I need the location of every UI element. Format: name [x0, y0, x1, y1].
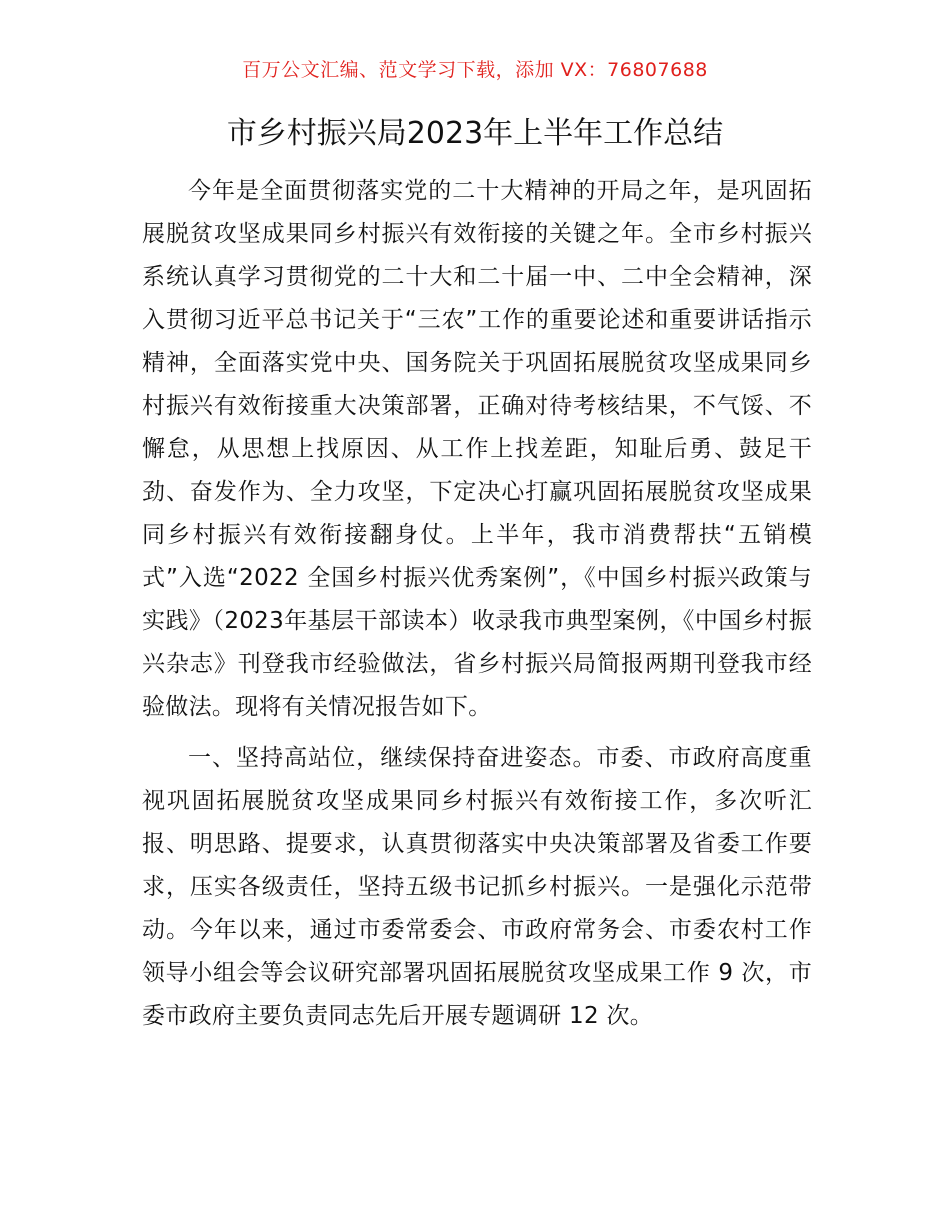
- paragraph-section-one: 一、坚持高站位，继续保持奋进姿态。市委、市政府高度重视巩固拓展脱贫攻坚成果同乡村振兴有效衔接工作，多次听汇报、明思路、提要求，认真贯彻落实中央决策部署及省委工作要求，压实各级责任，坚持五级书记抓乡村振兴。一是强化示范带动。今年以来，通过市委常委会、市政府常务会、市委农村工作领导小组会等会议研究部署巩固拓展脱贫攻坚成果工作 9 次，市委市政府主要负责同志先后开展专题调研 12 次。: [142, 745, 812, 1029]
- paragraph-intro: 今年是全面贯彻落实党的二十大精神的开局之年，是巩固拓展脱贫攻坚成果同乡村振兴有效衔接的关键之年。全市乡村振兴系统认真学习贯彻党的二十大和二十届一中、二中全会精神，深入贯彻习近平总书记关于“三农”工作的重要论述和重要讲话指示精神，全面落实党中央、国务院关于巩固拓展脱贫攻坚成果同乡村振兴有效衔接重大决策部署，正确对待考核结果，不气馁、不懈怠，从思想上找原因、从工作上找差距，知耻后勇、鼓足干劲、奋发作为、全力攻坚，下定决心打赢巩固拓展脱贫攻坚成果同乡村振兴有效衔接翻身仗。上半年，我市消费帮扶“五销模式”入选“2022 全国乡村振兴优秀案例”，《中国乡村振兴政策与实践》（2023年基层干部读本）收录我市典型案例，《中国乡村振兴杂志》刊登我市经验做法，省乡村振兴局简报两期刊登我市经验做法。现将有关情况报告如下。: [142, 178, 812, 720]
- header-watermark-note: 百万公文汇编、范文学习下载，添加 VX：76807688: [242, 59, 708, 81]
- document-body: [142, 170, 812, 1038]
- document-title: 市乡村振兴局2023年上半年工作总结: [226, 116, 724, 151]
